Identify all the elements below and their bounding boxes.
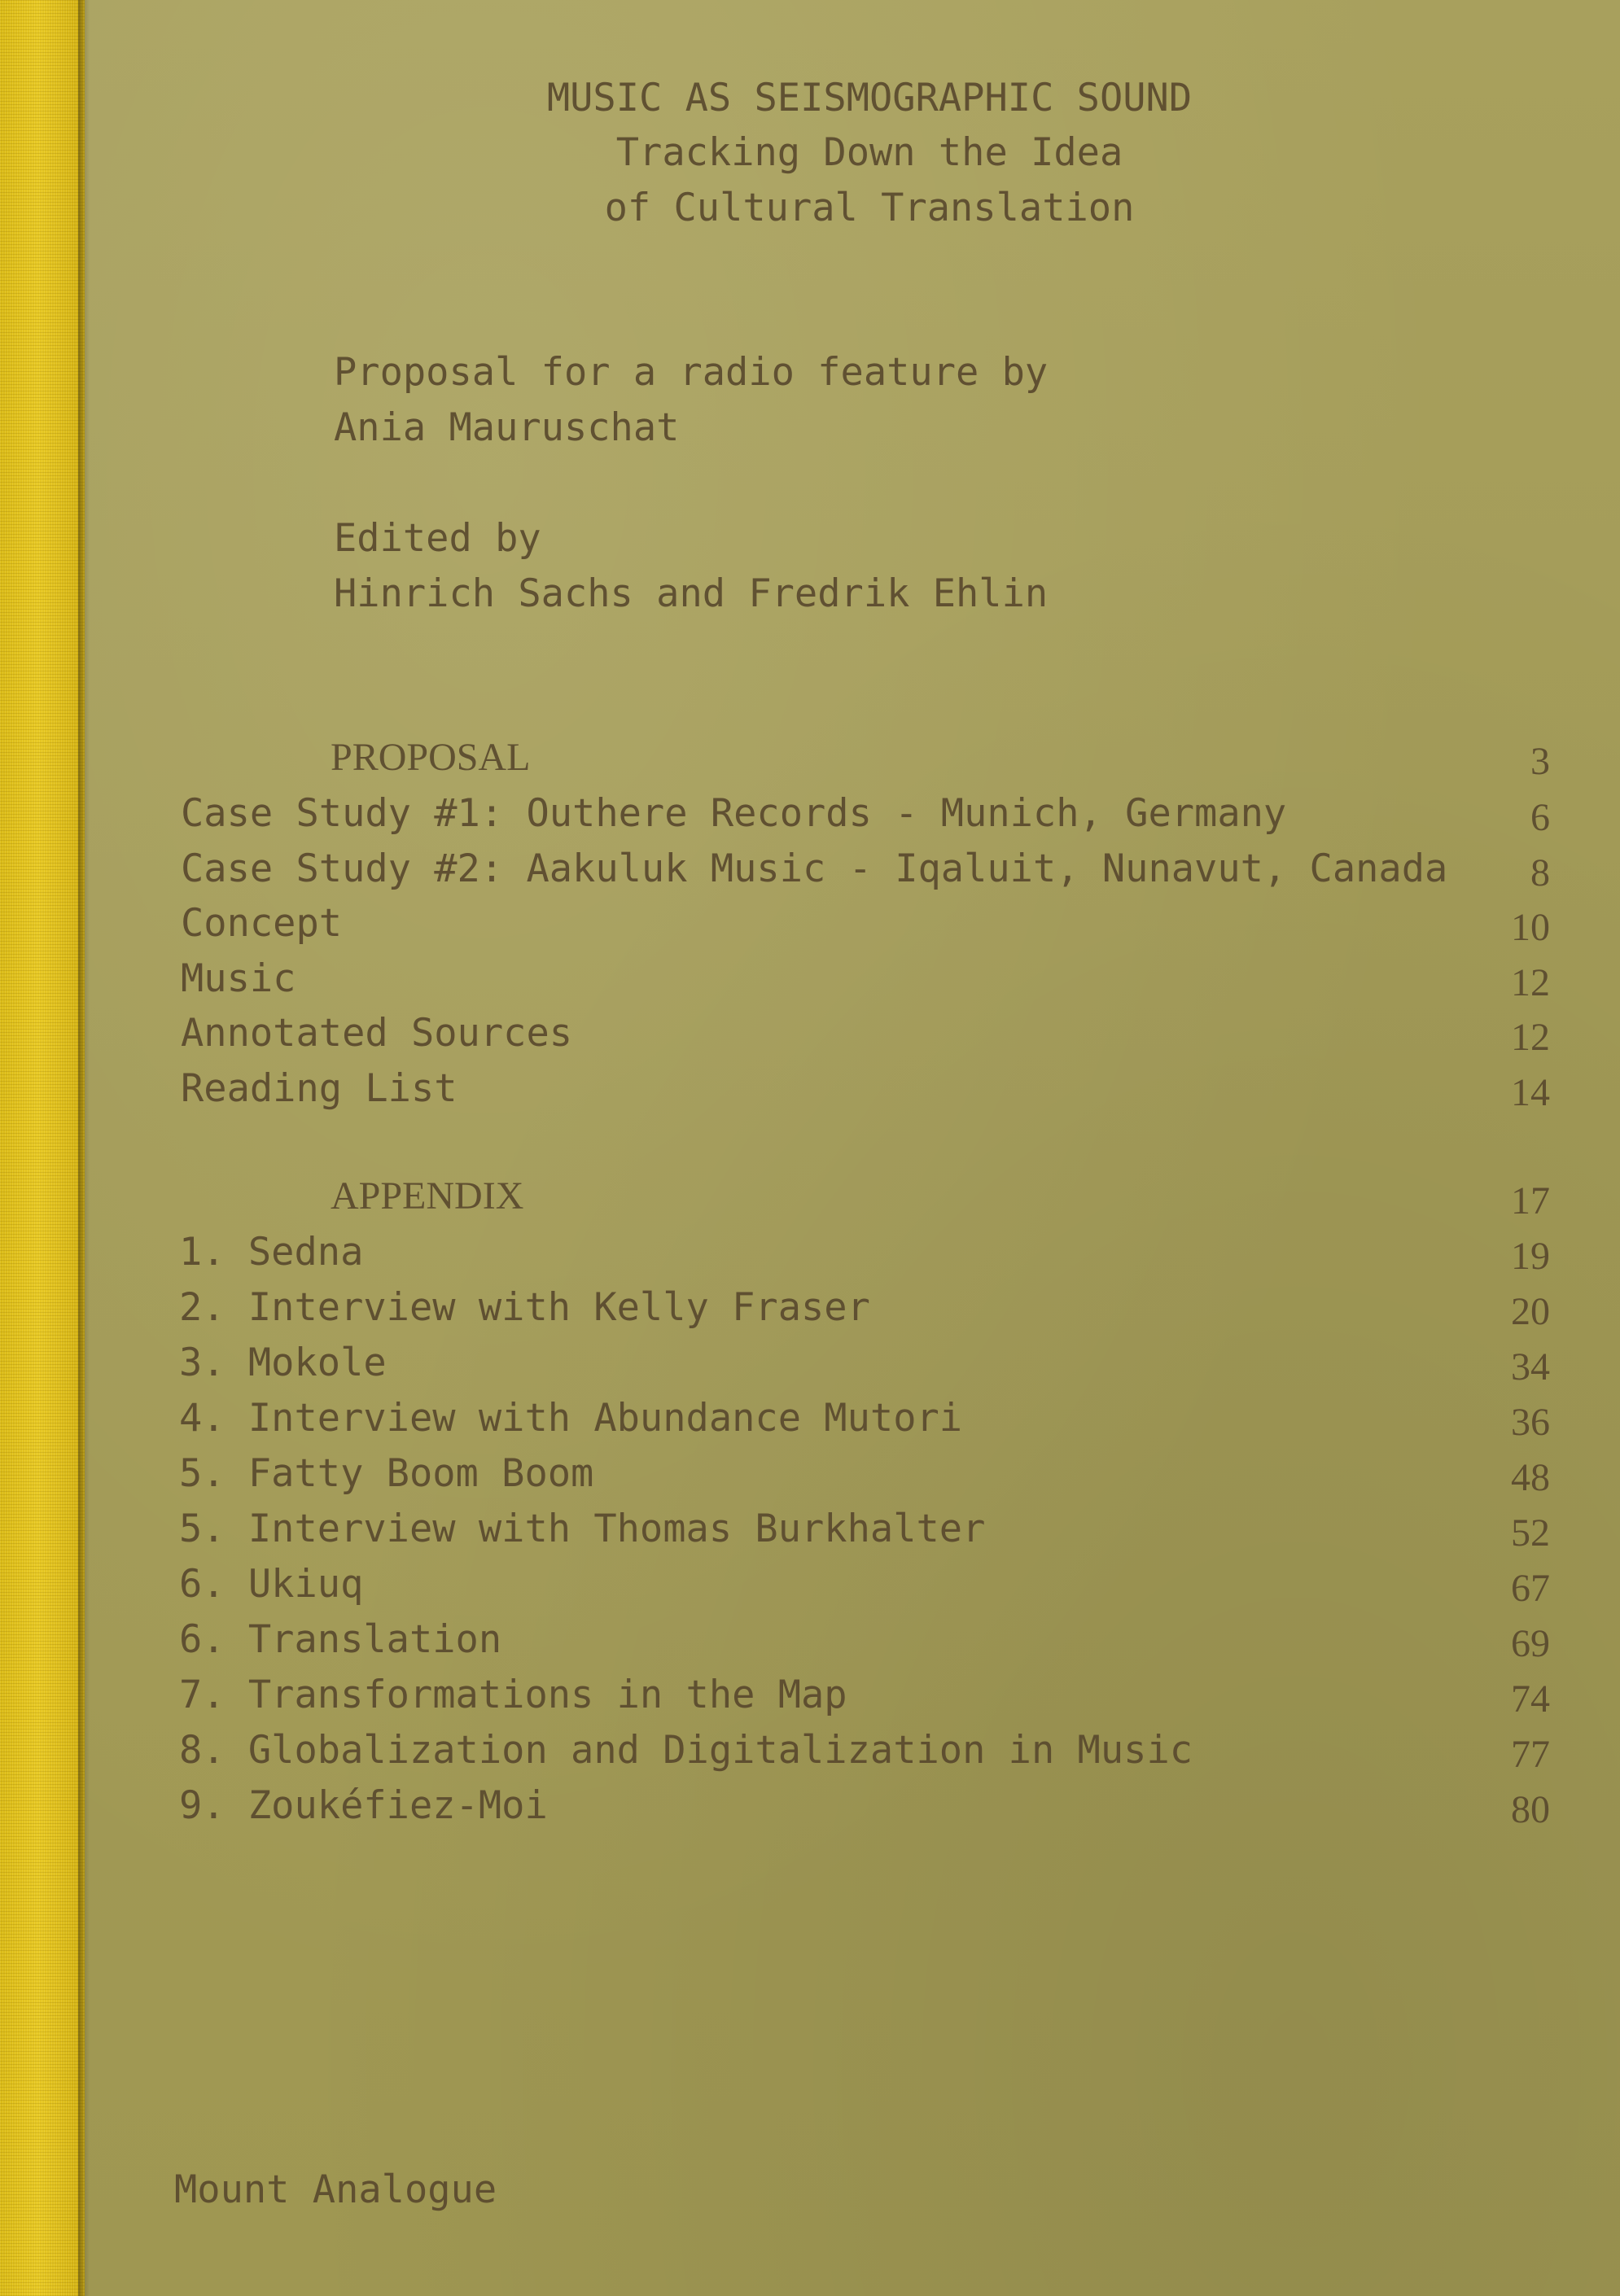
toc-heading-proposal: PROPOSAL [331, 736, 531, 779]
edited-by-label: Edited by [334, 516, 541, 561]
toc-item-page-number: 69 [1511, 1622, 1550, 1665]
book-spine-binding [0, 0, 85, 2296]
spine-shadow [78, 0, 90, 2296]
subtitle-line-2: of Cultural Translation [604, 186, 1135, 230]
toc-item-label: 3. Mokole [179, 1340, 387, 1385]
toc-heading-appendix: APPENDIX [331, 1174, 524, 1218]
toc-item-label: 8. Globalization and Digitalization in Music [179, 1728, 1193, 1773]
toc-item-page-number: 52 [1511, 1511, 1550, 1555]
toc-item-page-number: 20 [1511, 1290, 1550, 1333]
toc-item-page-number: 67 [1511, 1567, 1550, 1610]
toc-item-label: 9. Zoukéfiez-Moi [179, 1783, 548, 1828]
toc-item-page-number: 36 [1511, 1401, 1550, 1444]
toc-item-label: 6. Ukiuq [179, 1562, 364, 1607]
toc-item-page-number: 80 [1511, 1788, 1550, 1831]
toc-item-label: Reading List [181, 1065, 458, 1111]
toc-item-label: 4. Interview with Abundance Mutori [179, 1396, 963, 1441]
subtitle-line-1: Tracking Down the Idea [615, 130, 1123, 175]
toc-item-label: 5. Interview with Thomas Burkhalter [179, 1507, 986, 1551]
toc-item-page-number: 14 [1511, 1070, 1550, 1114]
toc-item-label: Case Study #2: Aakuluk Music - Iqaluit, Nunavut, Canada [181, 846, 1448, 891]
toc-item-page-number: 6 [1530, 796, 1550, 839]
toc-page-appendix: 17 [1511, 1179, 1550, 1222]
toc-item-label: 2. Interview with Kelly Fraser [179, 1285, 870, 1330]
toc-item-label: Concept [181, 901, 343, 946]
toc-item-page-number: 48 [1511, 1456, 1550, 1499]
title-main: MUSIC AS SEISMOGRAPHIC SOUND [546, 76, 1193, 120]
toc-item-page-number: 19 [1511, 1235, 1550, 1278]
toc-item-page-number: 77 [1511, 1733, 1550, 1776]
author-name: Ania Mauruschat [334, 405, 680, 450]
toc-item-label: 5. Fatty Boom Boom [179, 1451, 594, 1496]
toc-item-label: Case Study #1: Outhere Records - Munich, Germany [181, 791, 1287, 836]
publisher-name: Mount Analogue [174, 2167, 497, 2212]
toc-item-label: Music [181, 956, 296, 1001]
proposal-by-label: Proposal for a radio feature by [334, 350, 1049, 395]
toc-item-label: Annotated Sources [181, 1011, 573, 1056]
toc-item-label: 7. Transformations in the Map [179, 1673, 847, 1717]
toc-item-page-number: 8 [1530, 851, 1550, 894]
toc-item-page-number: 34 [1511, 1345, 1550, 1389]
toc-item-page-number: 12 [1511, 1016, 1550, 1059]
toc-page-proposal: 3 [1530, 740, 1550, 783]
toc-item-page-number: 74 [1511, 1677, 1550, 1721]
toc-item-label: 1. Sedna [179, 1230, 364, 1275]
toc-item-page-number: 12 [1511, 960, 1550, 1004]
toc-item-label: 6. Translation [179, 1617, 502, 1662]
toc-item-page-number: 10 [1511, 906, 1550, 949]
editors-names: Hinrich Sachs and Fredrik Ehlin [334, 571, 1049, 616]
